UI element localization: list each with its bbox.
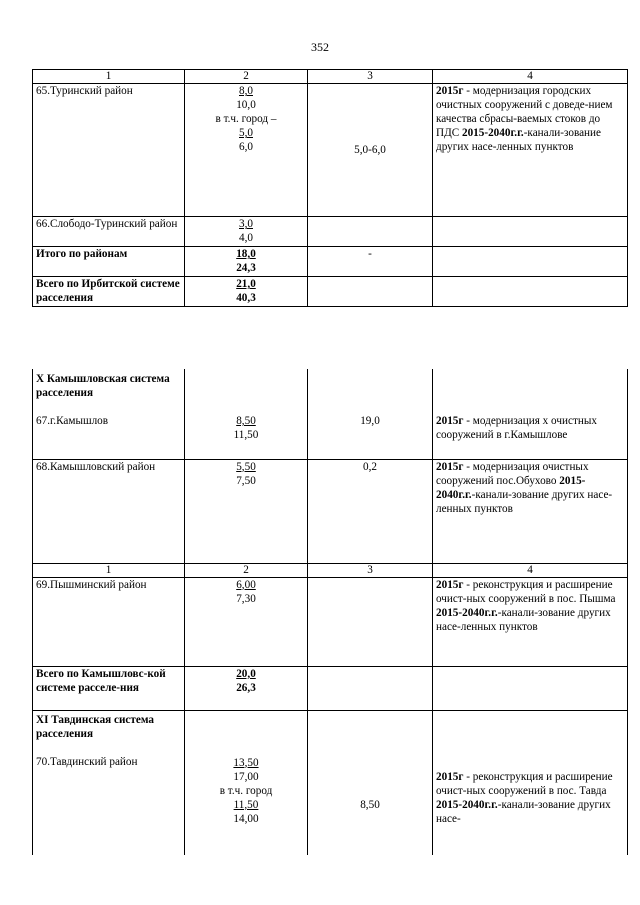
capacity-values: [185, 369, 308, 459]
capacity-value: 4,0: [239, 232, 253, 244]
capacity-range: 19,0: [308, 369, 433, 459]
capacity-value: 18,0: [236, 248, 256, 260]
table-row: [33, 459, 628, 563]
measures-text: [433, 369, 628, 459]
total-label: Всего по Ирбитской системе расселения: [33, 277, 185, 307]
table-row: [33, 277, 628, 307]
capacity-value: 3,0: [239, 218, 253, 230]
capacity-value: 17,00: [233, 770, 259, 783]
capacity-value: 7,50: [236, 474, 256, 487]
capacity-note: в т.ч. город: [219, 784, 273, 797]
district-name: 70.Тавдинский район: [36, 755, 138, 768]
capacity-value: 8,0: [239, 85, 253, 97]
empty-cell: [433, 666, 628, 710]
empty-cell: [433, 217, 628, 247]
capacity-value: 6,00: [236, 578, 256, 591]
district-cell: [33, 710, 185, 855]
table-row: [33, 217, 628, 247]
measure-text: - модернизация х очистных сооружений в г.Камышлове: [436, 415, 597, 441]
capacity-values: [185, 217, 308, 247]
measure-text: -канали-зование других насе-ленных пунктов: [436, 127, 601, 153]
header-col-3: 3: [308, 70, 433, 84]
capacity-value: 21,0: [236, 278, 256, 290]
empty-cell: [308, 577, 433, 666]
capacity-value: 13,50: [233, 756, 259, 769]
header-col-4: 4: [433, 563, 628, 577]
district-name: 65.Туринский район: [33, 84, 185, 217]
capacity-values: [185, 666, 308, 710]
empty-cell: [433, 277, 628, 307]
capacity-value: 5,50: [236, 460, 256, 473]
measure-period: 2015-2040г.г.: [461, 127, 524, 139]
subtotal-label: Итого по районам: [33, 247, 185, 277]
measure-year: 2015г: [436, 578, 464, 591]
table-row: [33, 577, 628, 666]
capacity-value: 11,50: [233, 798, 259, 811]
measure-text: - модернизация очистных сооружений пос.Обухово: [436, 460, 589, 487]
empty-cell: [433, 247, 628, 277]
capacity-value: 8,50: [236, 415, 256, 427]
capacity-values: [185, 710, 308, 855]
spacer: [36, 741, 181, 755]
capacity-note: в т.ч. город –: [215, 113, 277, 125]
capacity-values: [185, 247, 308, 277]
district-name: 69.Пышминский район: [33, 577, 185, 666]
table-header-row: [33, 70, 628, 84]
capacity-range: -: [308, 247, 433, 277]
header-col-2: 2: [185, 563, 308, 577]
measure-text: - реконструкция и расширение очист-ных сооружений в пос. Пышма: [436, 578, 616, 605]
capacity-values: [185, 84, 308, 217]
measures-text: [433, 459, 628, 563]
measures-text: [433, 710, 628, 855]
capacity-value: 7,30: [236, 592, 256, 605]
measure-year: 2015г: [436, 415, 464, 427]
header-col-4: 4: [433, 70, 628, 84]
district-name: 67.г.Камышлов: [36, 415, 109, 427]
wastewater-table-bottom: [32, 369, 628, 855]
capacity-value: 26,3: [236, 681, 256, 694]
table-row: [33, 710, 628, 855]
wastewater-table-top: [32, 69, 628, 307]
section-title: X Камышловская система расселения: [36, 373, 170, 399]
table-header-row: [33, 563, 628, 577]
measure-text: -канали-зование других насе-ленных пунктов: [436, 606, 611, 633]
header-col-1: 1: [33, 563, 185, 577]
capacity-value: 40,3: [236, 292, 256, 304]
district-name: 68.Камышловский район: [33, 459, 185, 563]
empty-cell: [308, 217, 433, 247]
capacity-values: [185, 277, 308, 307]
measure-year: 2015г: [436, 770, 464, 783]
table-row: [33, 84, 628, 217]
capacity-value: 6,0: [239, 141, 253, 153]
capacity-range: 5,0-6,0: [308, 84, 433, 217]
empty-cell: [308, 277, 433, 307]
capacity-value: 14,00: [233, 812, 259, 825]
measures-text: [433, 577, 628, 666]
capacity-value: 5,0: [239, 127, 253, 139]
table-row: [33, 369, 628, 459]
spacer: [36, 400, 181, 414]
capacity-values: [185, 577, 308, 666]
capacity-range: 8,50: [308, 710, 433, 855]
empty-cell: [308, 666, 433, 710]
district-name: 66.Слободо-Туринский район: [33, 217, 185, 247]
page-number: 352: [311, 40, 329, 54]
total-label: Всего по Камышловс-кой системе расселе-ния: [33, 666, 185, 710]
district-cell: [33, 369, 185, 459]
header-col-3: 3: [308, 563, 433, 577]
capacity-value: 11,50: [233, 429, 259, 441]
measure-year: 2015г: [436, 460, 464, 473]
capacity-value: 10,0: [236, 99, 256, 111]
capacity-value: 24,3: [236, 262, 256, 274]
measures-text: [433, 84, 628, 217]
measure-year: 2015г: [436, 85, 464, 97]
capacity-range: 0,2: [308, 459, 433, 563]
measure-period: 2015-2040г.г.: [436, 474, 586, 501]
section-title: XI Тавдинская система расселения: [36, 713, 154, 740]
capacity-values: [185, 459, 308, 563]
table-row: [33, 666, 628, 710]
measure-text: -канали-зование других насе-: [436, 798, 611, 825]
measure-text: - модернизация городских очистных сооружений с доведе-нием качества сбрасы-ваемых стоков до ПДС: [436, 85, 613, 139]
measure-text: - реконструкция и расширение очист-ных сооружений в пос. Тавда: [436, 770, 613, 797]
measure-period: 2015-2040г.г.: [436, 606, 498, 619]
measure-period: 2015-2040г.г.: [436, 798, 498, 811]
measure-text: -канали-зование других насе-ленных пунктов: [436, 488, 613, 515]
capacity-value: 20,0: [236, 667, 256, 680]
header-col-1: 1: [33, 70, 185, 84]
header-col-2: 2: [185, 70, 308, 84]
table-row: [33, 247, 628, 277]
